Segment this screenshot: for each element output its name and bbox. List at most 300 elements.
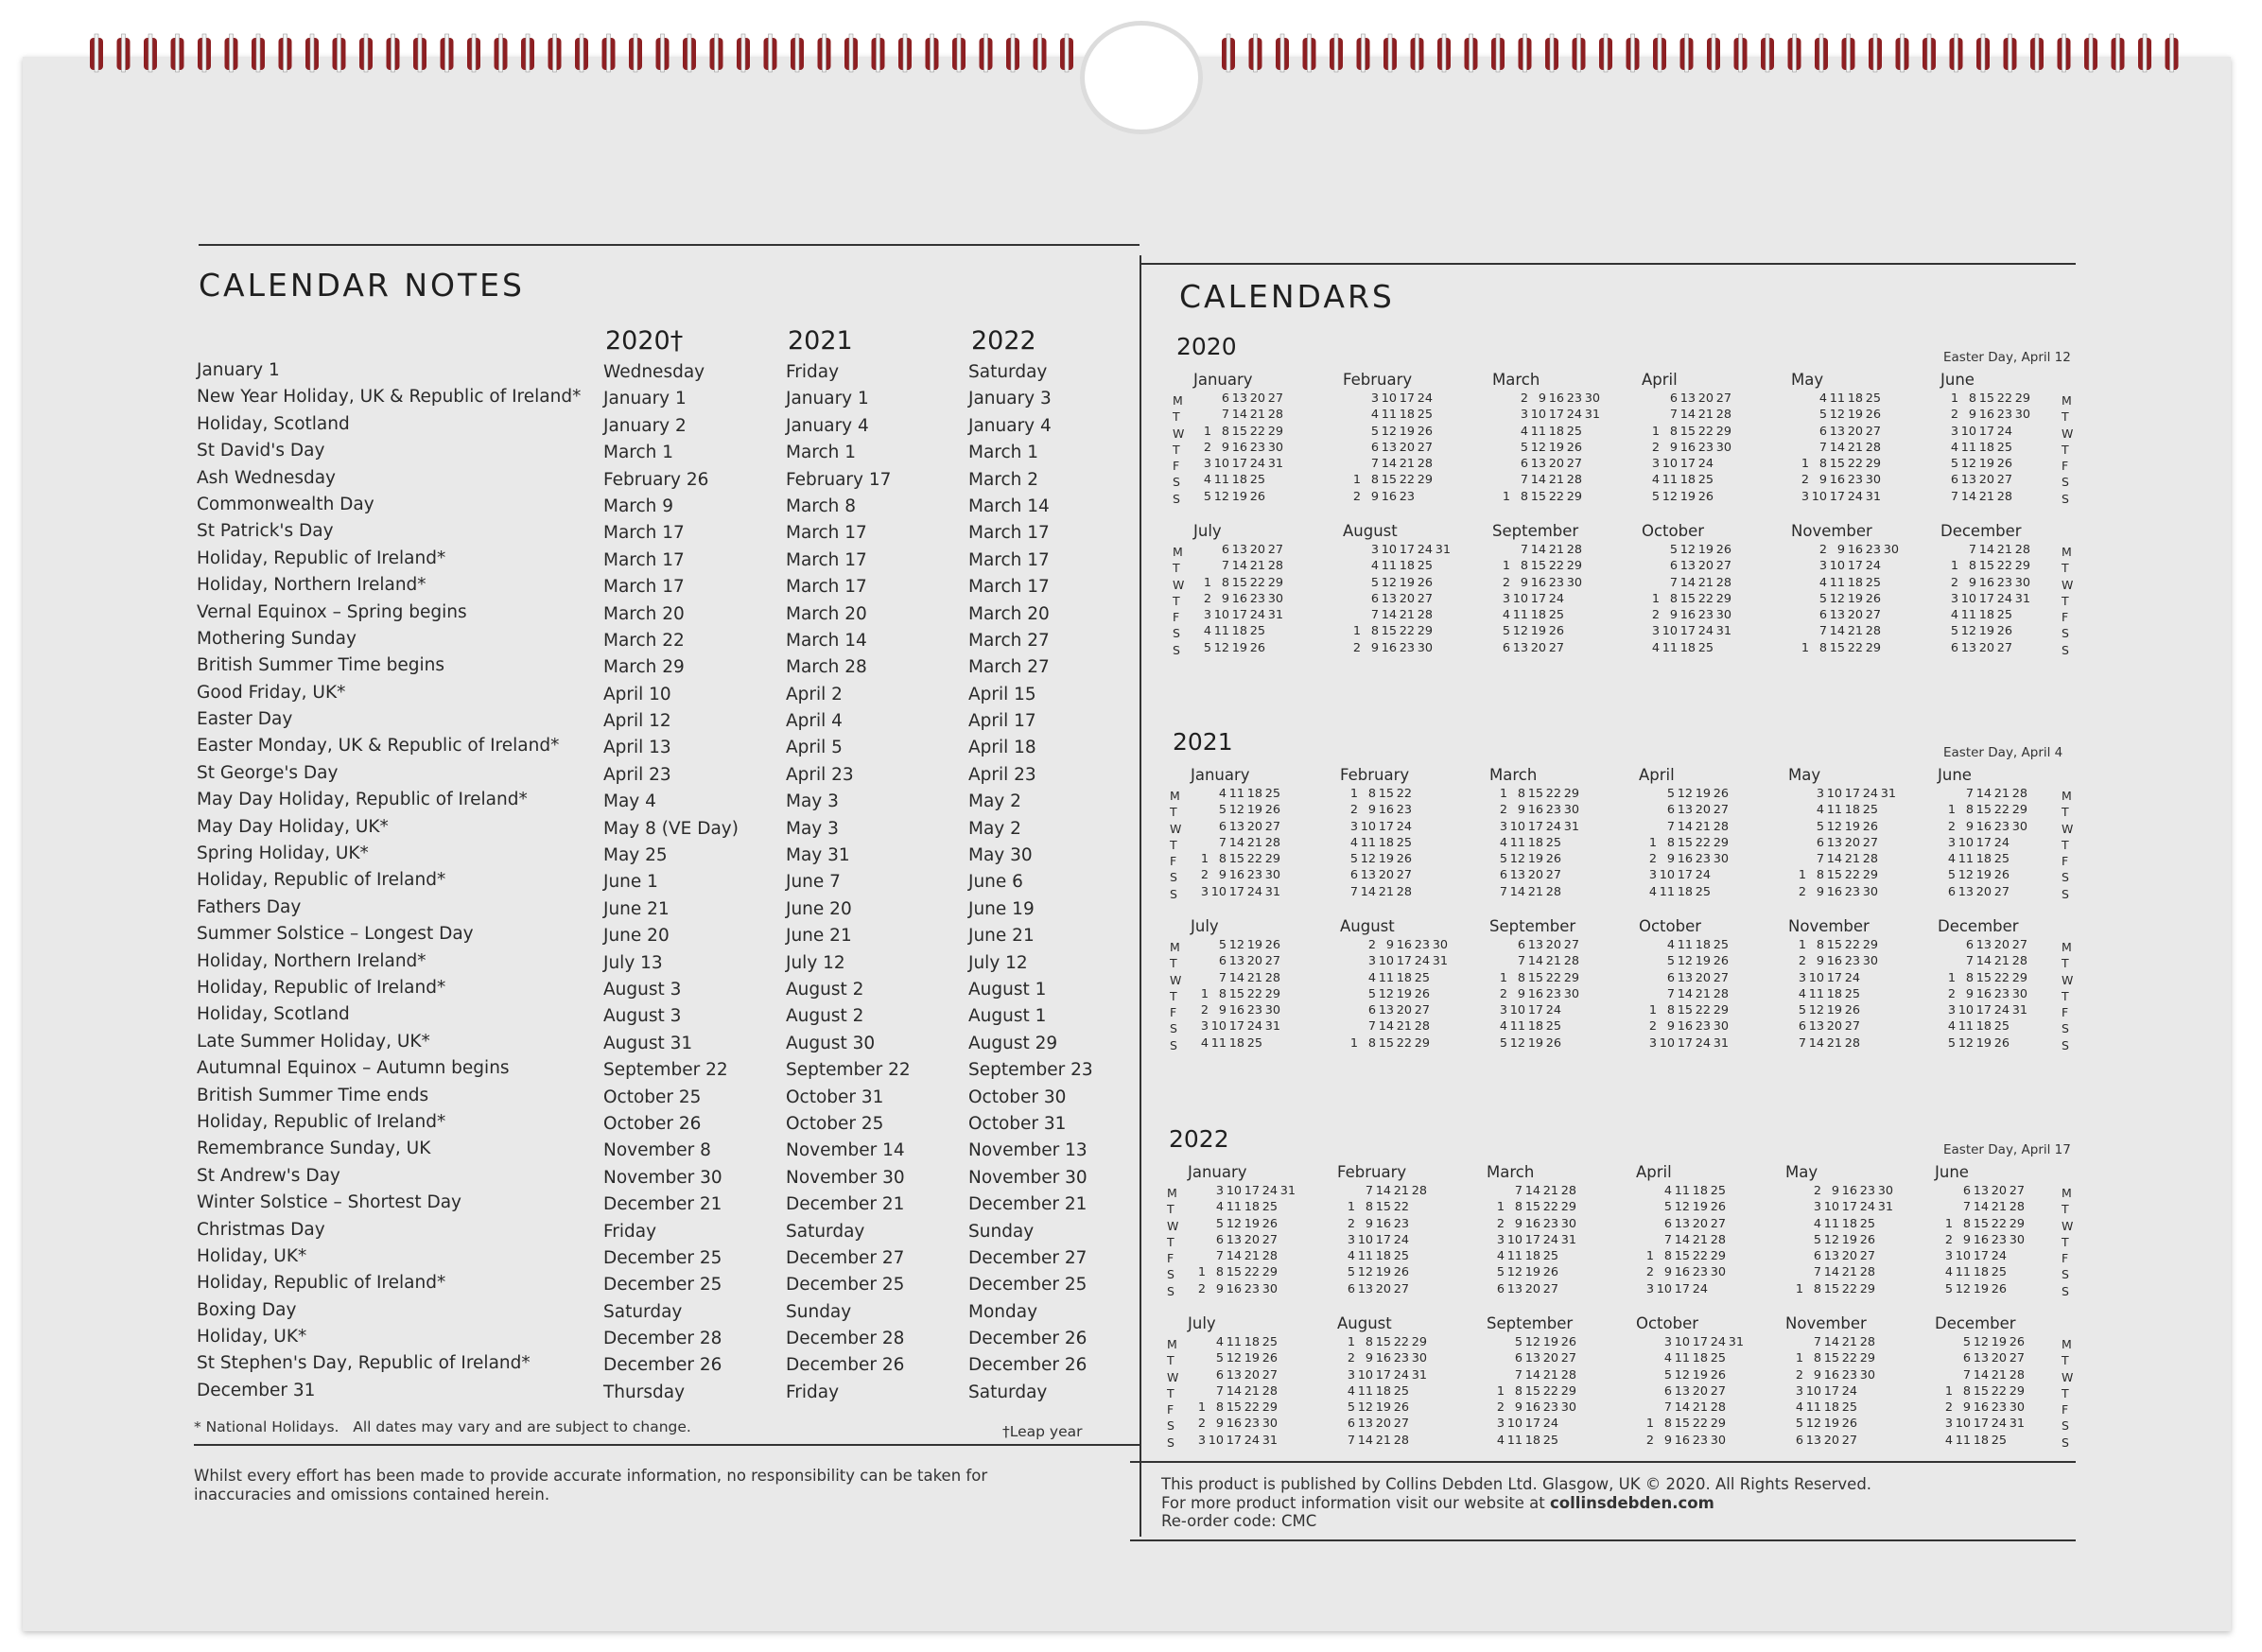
- month-day-grid: [1636, 1184, 1744, 1298]
- day-number: 19: [1695, 954, 1711, 969]
- day-number: [1409, 1282, 1427, 1298]
- day-number: 23: [1542, 1216, 1558, 1231]
- day-number: 25: [1542, 1249, 1558, 1264]
- day-number: 29: [1267, 424, 1283, 439]
- day-number: 22: [1548, 559, 1564, 574]
- month-day-grid: [1191, 787, 1298, 901]
- day-number: 28: [1417, 608, 1433, 623]
- day-number: [1881, 457, 1899, 473]
- day-number: 14: [1375, 1184, 1391, 1198]
- weekday-letter: W: [2062, 1218, 2074, 1233]
- day-number: 11: [1213, 624, 1229, 639]
- day-number: 24: [1862, 787, 1878, 801]
- day-number: 14: [1360, 884, 1376, 899]
- day-number: [1340, 987, 1358, 1003]
- weekday-letter: S: [2062, 886, 2069, 901]
- day-number: 20: [1375, 1281, 1391, 1296]
- day-number: 15: [1378, 787, 1394, 801]
- day-number: 5: [1218, 938, 1227, 952]
- weekday-letter: W: [2062, 1369, 2074, 1384]
- day-number: 3: [1944, 1417, 1953, 1432]
- day-number: 18: [1524, 1249, 1540, 1264]
- day-number: 18: [1548, 424, 1564, 439]
- notes-event-date: December 21: [968, 1194, 1088, 1215]
- day-number: 4: [1651, 640, 1660, 655]
- day-number: 19: [1548, 440, 1564, 455]
- weekday-labels: [1170, 939, 1181, 1053]
- day-number: 20: [1847, 424, 1863, 439]
- day-number: 18: [1679, 640, 1696, 655]
- day-number: 16: [1975, 986, 1992, 1001]
- day-number: 5: [1496, 1265, 1505, 1280]
- day-number: [1729, 852, 1747, 868]
- day-number: 4: [1818, 391, 1827, 406]
- day-number: [1875, 1335, 1893, 1351]
- day-number: 15: [1975, 970, 1992, 985]
- day-number: 3: [1648, 868, 1657, 883]
- day-number: 6: [1818, 424, 1827, 439]
- day-number: 9: [1962, 1400, 1971, 1416]
- day-number: [1487, 1184, 1505, 1200]
- day-number: [1283, 441, 1301, 457]
- weekday-letter: T: [1173, 593, 1180, 608]
- day-number: 6: [1663, 1383, 1672, 1399]
- notes-event-date: June 20: [786, 898, 852, 919]
- day-number: 22: [1847, 640, 1863, 655]
- day-number: 26: [2009, 1335, 2025, 1349]
- day-number: 8: [1663, 1417, 1672, 1432]
- notes-event-date: Wednesday: [603, 362, 705, 382]
- binding-wire: [931, 34, 934, 72]
- day-number: 8: [1968, 559, 1976, 574]
- month-name: January: [1191, 766, 1250, 784]
- day-number: 17: [1823, 1383, 1839, 1399]
- day-number: [1729, 1036, 1747, 1052]
- day-number: 27: [1844, 1019, 1860, 1035]
- day-number: 13: [1512, 640, 1528, 655]
- day-number: 12: [1512, 624, 1528, 639]
- month-name: January: [1193, 371, 1253, 389]
- day-number: 25: [1566, 424, 1582, 439]
- day-number: 27: [1393, 1281, 1409, 1296]
- day-number: [1785, 1200, 1803, 1216]
- day-number: 2: [1947, 986, 1956, 1001]
- day-number: 13: [1381, 591, 1397, 606]
- binding-wire: [634, 34, 637, 72]
- day-number: 6: [1795, 1433, 1803, 1448]
- month-name: September: [1489, 917, 1576, 935]
- day-number: 31: [1563, 819, 1579, 834]
- month-name: December: [1940, 522, 2022, 540]
- day-number: 15: [1375, 1335, 1391, 1349]
- day-number: [1878, 820, 1896, 836]
- day-number: [1791, 425, 1809, 441]
- day-number: 11: [1826, 803, 1842, 818]
- notes-event-date: June 21: [786, 926, 852, 947]
- mini-month: [1935, 1314, 2043, 1450]
- day-number: 24: [1996, 591, 2012, 606]
- day-number: 17: [1975, 1003, 1992, 1018]
- day-number: 10: [1829, 559, 1845, 574]
- day-number: [1726, 1384, 1744, 1400]
- mini-month: [1642, 522, 1749, 657]
- day-number: 6: [1370, 440, 1379, 455]
- day-number: 10: [1960, 424, 1976, 439]
- day-number: [1430, 1036, 1448, 1052]
- day-number: 15: [1679, 591, 1696, 606]
- day-number: [1430, 987, 1448, 1003]
- day-number: 4: [1950, 608, 1958, 623]
- day-number: 21: [1841, 1335, 1857, 1349]
- day-number: [1878, 852, 1896, 868]
- day-number: 29: [1862, 868, 1878, 883]
- day-number: 28: [2011, 954, 2027, 969]
- day-number: 20: [1695, 970, 1711, 985]
- day-number: 19: [1231, 640, 1247, 655]
- day-number: 9: [1370, 489, 1379, 504]
- day-number: 14: [1808, 1035, 1824, 1051]
- day-number: 29: [1859, 1281, 1875, 1296]
- notes-event-date: May 4: [603, 791, 656, 812]
- notes-event-label: Holiday, Northern Ireland*: [197, 575, 426, 596]
- day-number: 27: [2009, 1351, 2025, 1366]
- day-number: 7: [1514, 1184, 1522, 1198]
- day-number: [1561, 1019, 1579, 1035]
- day-number: 18: [1978, 440, 1994, 455]
- month-day-grid: [1193, 391, 1301, 506]
- day-number: [1579, 1003, 1597, 1019]
- day-number: 25: [1859, 1216, 1875, 1231]
- day-number: 12: [1381, 575, 1397, 590]
- day-number: [1564, 624, 1582, 640]
- day-number: 15: [1829, 640, 1845, 655]
- day-number: 8: [1514, 1383, 1522, 1399]
- notes-event-date: April 4: [786, 711, 843, 732]
- day-number: 4: [1349, 835, 1358, 850]
- day-number: [1726, 1434, 1744, 1450]
- day-number: 3: [1801, 489, 1809, 504]
- day-number: 19: [1823, 1417, 1839, 1432]
- day-number: [1430, 1003, 1448, 1019]
- website-link[interactable]: collinsdebden.com: [1550, 1494, 1714, 1512]
- day-number: 2: [1203, 440, 1211, 455]
- day-number: 2: [1798, 884, 1806, 899]
- day-number: 29: [1262, 1400, 1278, 1416]
- day-number: [2025, 1184, 2043, 1200]
- day-number: 30: [1584, 391, 1600, 406]
- day-number: 12: [1228, 803, 1244, 818]
- day-number: [1878, 987, 1896, 1003]
- notes-event-date: December 28: [786, 1329, 905, 1349]
- day-number: 25: [1710, 1351, 1726, 1366]
- day-number: [1191, 971, 1209, 987]
- day-number: 8: [1370, 473, 1379, 488]
- day-number: 12: [1509, 852, 1525, 867]
- day-number: 23: [1697, 440, 1714, 455]
- day-number: 25: [1697, 473, 1714, 488]
- day-number: [2027, 1003, 2045, 1019]
- day-number: 8: [1818, 640, 1827, 655]
- day-number: [1193, 559, 1211, 575]
- day-number: [1582, 592, 1600, 608]
- day-number: 22: [1991, 1383, 2007, 1399]
- day-number: [1785, 1265, 1803, 1281]
- day-number: 28: [1865, 624, 1881, 639]
- binding-wire: [795, 34, 799, 72]
- day-number: 5: [1813, 1232, 1821, 1247]
- day-number: 22: [1393, 1200, 1409, 1215]
- day-number: 20: [1530, 640, 1546, 655]
- footer-rule-right: [1130, 1461, 2076, 1463]
- day-number: 17: [1399, 543, 1415, 557]
- notes-event-date: January 3: [968, 389, 1052, 409]
- day-number: [1280, 836, 1298, 852]
- day-number: [1191, 820, 1209, 836]
- day-number: 29: [1262, 1265, 1278, 1280]
- day-number: [1582, 490, 1600, 506]
- day-number: 27: [1393, 1417, 1409, 1432]
- month-day-grid: [1340, 938, 1448, 1052]
- day-number: 2: [1520, 391, 1528, 406]
- day-number: [1283, 425, 1301, 441]
- day-number: 21: [1841, 1265, 1857, 1280]
- day-number: 21: [1695, 986, 1711, 1001]
- day-number: 18: [1841, 1216, 1857, 1231]
- day-number: 13: [1975, 938, 1992, 952]
- day-number: [1558, 1417, 1576, 1433]
- day-number: 4: [1367, 970, 1376, 985]
- day-number: 13: [1829, 608, 1845, 623]
- day-number: 7: [1663, 1232, 1672, 1247]
- day-number: 7: [1818, 440, 1827, 455]
- day-number: [1785, 1217, 1803, 1233]
- day-number: [1265, 641, 1283, 657]
- day-number: [1729, 820, 1747, 836]
- mini-month: [1193, 522, 1301, 657]
- day-number: 22: [1545, 970, 1561, 985]
- publisher-line: This product is published by Collins Debden Ltd. Glasgow, UK © 2020. All Rights Reserved.: [1161, 1475, 1872, 1493]
- day-number: 6: [1221, 391, 1229, 406]
- day-number: 19: [1679, 489, 1696, 504]
- day-number: 14: [1674, 1400, 1690, 1416]
- day-number: 22: [1542, 1200, 1558, 1215]
- day-number: 26: [1249, 640, 1265, 655]
- day-number: 5: [1651, 489, 1660, 504]
- day-number: 2: [1203, 591, 1211, 606]
- day-number: [2025, 1434, 2043, 1450]
- binding-wire: [1739, 34, 1743, 72]
- month-name: July: [1193, 522, 1222, 540]
- day-number: 6: [1517, 938, 1525, 952]
- day-number: 26: [1414, 986, 1430, 1001]
- day-number: 13: [1960, 473, 1976, 488]
- day-number: 26: [1993, 868, 2010, 883]
- day-number: [2012, 641, 2030, 657]
- day-number: 18: [1973, 1265, 1989, 1280]
- day-number: [1579, 852, 1597, 868]
- binding-wire: [1927, 34, 1931, 72]
- day-number: 7: [1669, 408, 1678, 423]
- day-number: 30: [2011, 819, 2027, 834]
- day-number: 3: [1663, 1335, 1672, 1349]
- day-number: [1433, 441, 1451, 457]
- day-number: [1576, 1233, 1594, 1249]
- day-number: 22: [1692, 1249, 1708, 1264]
- weekday-letter: M: [1173, 393, 1183, 408]
- day-number: [1729, 803, 1747, 819]
- day-number: [1191, 787, 1209, 803]
- easter-day-note: Easter Day, April 4: [1943, 745, 2063, 760]
- weekday-labels: [1173, 544, 1184, 658]
- day-number: 1: [1496, 1200, 1505, 1215]
- notes-event-date: Friday: [603, 1221, 657, 1242]
- day-number: 28: [1859, 1265, 1875, 1280]
- day-number: [1729, 885, 1747, 901]
- day-number: 19: [1399, 424, 1415, 439]
- month-day-grid: [1489, 938, 1597, 1052]
- day-number: 16: [1823, 1367, 1839, 1382]
- day-number: 2: [1499, 803, 1507, 818]
- day-number: 25: [1249, 473, 1265, 488]
- day-number: [1726, 1200, 1744, 1216]
- day-number: 18: [1378, 835, 1394, 850]
- day-number: 5: [1666, 787, 1675, 801]
- day-number: 16: [1527, 803, 1543, 818]
- day-number: 11: [1357, 1383, 1373, 1399]
- month-name: October: [1642, 522, 1705, 540]
- notes-event-date: June 1: [603, 872, 658, 893]
- day-number: 25: [1865, 575, 1881, 590]
- day-number: 27: [1563, 938, 1579, 952]
- day-number: 7: [1499, 884, 1507, 899]
- notes-event-date: March 17: [968, 577, 1050, 598]
- day-number: 25: [1697, 640, 1714, 655]
- day-number: 25: [1695, 884, 1711, 899]
- day-number: 14: [1530, 473, 1546, 488]
- day-number: 6: [1347, 1281, 1355, 1296]
- day-number: 1: [1197, 1400, 1206, 1416]
- day-number: 6: [1798, 1019, 1806, 1035]
- day-number: 25: [1396, 835, 1412, 850]
- weekday-letter: T: [1167, 1353, 1174, 1368]
- day-number: [1731, 441, 1749, 457]
- day-number: 2: [1795, 1367, 1803, 1382]
- day-number: 5: [1663, 1367, 1672, 1382]
- day-number: [1193, 543, 1211, 559]
- day-number: 27: [1542, 1281, 1558, 1296]
- day-number: 4: [1947, 1019, 1956, 1035]
- day-number: 16: [1375, 1351, 1391, 1366]
- day-number: 17: [1548, 408, 1564, 423]
- day-number: 12: [1509, 1035, 1525, 1051]
- day-number: [1785, 1233, 1803, 1249]
- weekday-letter: F: [1170, 854, 1177, 869]
- day-number: 20: [1542, 1351, 1558, 1366]
- weekday-letter: S: [1170, 1037, 1177, 1052]
- day-number: 6: [1669, 559, 1678, 574]
- day-number: [2007, 1249, 2025, 1265]
- day-number: 15: [1226, 1265, 1242, 1280]
- day-number: [1788, 820, 1806, 836]
- day-number: 28: [2009, 1200, 2025, 1215]
- day-number: 11: [1955, 1265, 1971, 1280]
- day-number: 2: [1651, 440, 1660, 455]
- day-number: [1409, 1434, 1427, 1450]
- month-day-grid: [1642, 543, 1749, 657]
- day-number: 22: [1244, 1265, 1260, 1280]
- binding-wire: [903, 34, 907, 72]
- weekday-letter: S: [1170, 886, 1177, 901]
- day-number: 14: [1231, 408, 1247, 423]
- day-number: 2: [1947, 819, 1956, 834]
- month-name: August: [1337, 1314, 1392, 1332]
- day-number: [1576, 1335, 1594, 1351]
- day-number: [1579, 787, 1597, 803]
- day-number: [2010, 868, 2027, 884]
- day-number: [1582, 473, 1600, 489]
- day-number: 4: [1347, 1383, 1355, 1399]
- day-number: 6: [1818, 608, 1827, 623]
- binding-wire: [445, 34, 449, 72]
- day-number: 21: [1246, 835, 1262, 850]
- day-number: 23: [1244, 1281, 1260, 1296]
- day-number: 17: [1692, 1335, 1708, 1349]
- day-number: [2030, 441, 2048, 457]
- day-number: 19: [1991, 1335, 2007, 1349]
- mini-month: [1785, 1163, 1893, 1298]
- day-number: [2030, 641, 2048, 657]
- day-number: 10: [1656, 1281, 1672, 1296]
- day-number: 13: [1679, 559, 1696, 574]
- day-number: 14: [1524, 1184, 1540, 1198]
- day-number: 18: [1246, 787, 1262, 801]
- month-name: June: [1938, 766, 1972, 784]
- day-number: 2: [1367, 938, 1376, 952]
- day-number: [1278, 1351, 1296, 1367]
- day-number: 27: [1996, 640, 2012, 655]
- day-number: 29: [2009, 1216, 2025, 1231]
- day-number: 25: [1393, 1383, 1409, 1399]
- binding-wire: [1819, 34, 1823, 72]
- weekday-letter: F: [2062, 1251, 2069, 1266]
- notes-event-date: March 28: [786, 657, 867, 678]
- day-number: [1558, 1282, 1576, 1298]
- day-number: [1430, 885, 1448, 901]
- day-number: 8: [1514, 1200, 1522, 1215]
- day-number: 21: [1249, 408, 1265, 423]
- calendars-title: CALENDARS: [1179, 278, 1395, 315]
- day-number: 11: [1210, 1035, 1227, 1051]
- weekday-letter: M: [2062, 940, 2072, 954]
- notes-event-date: August 2: [786, 979, 864, 1000]
- month-day-grid: [1940, 391, 2048, 506]
- weekday-letter: W: [2062, 821, 2074, 836]
- day-number: 23: [1246, 868, 1262, 883]
- day-number: [1188, 1200, 1206, 1216]
- month-day-grid: [1343, 391, 1451, 506]
- notes-dates-2020: [603, 359, 739, 1406]
- day-number: 22: [1249, 424, 1265, 439]
- day-number: 4: [1215, 1335, 1224, 1349]
- day-number: 22: [1841, 1351, 1857, 1366]
- day-number: 13: [1506, 1281, 1522, 1296]
- day-number: 23: [1249, 591, 1265, 606]
- binding-wire: [877, 34, 880, 72]
- day-number: 8: [1669, 424, 1678, 439]
- day-number: 1: [1648, 1003, 1657, 1018]
- day-number: 5: [1962, 1335, 1971, 1349]
- day-number: 30: [1710, 1433, 1726, 1448]
